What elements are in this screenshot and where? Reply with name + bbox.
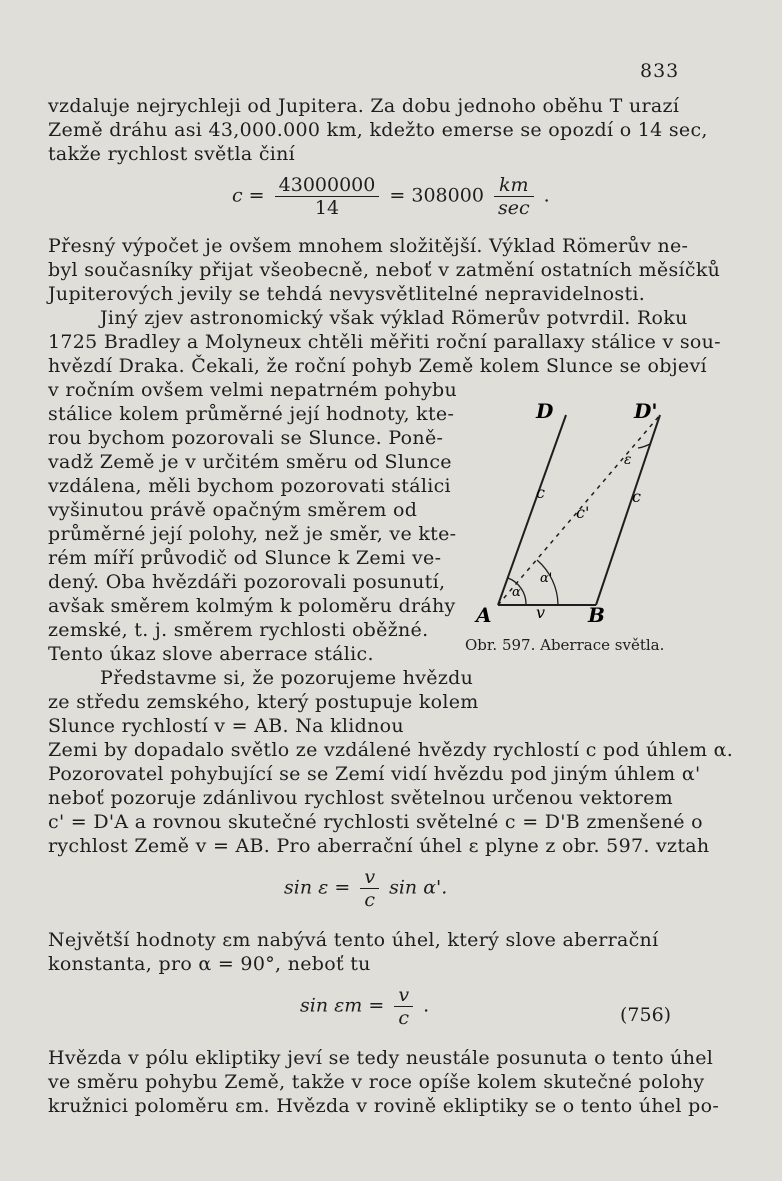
text-line: rychlost Země v = AB. Pro aberrační úhel ε plyne z obr. 597. vztah: [48, 835, 710, 857]
eq1-denominator: 14: [314, 197, 340, 219]
label-alpha: α: [512, 585, 521, 600]
figure-caption: Obr. 597. Aberrace světla.: [465, 636, 665, 654]
text-line: v ročním ovšem velmi nepatrném pohybu: [48, 379, 458, 401]
text-line: c' = D'A a rovnou skutečné rychlosti světelné c = D'B zmenšené o: [48, 811, 703, 833]
text-line: rém míří průvodič od Slunce k Zemi ve-: [48, 547, 442, 569]
eq1-unit: [494, 174, 534, 219]
eq3-denominator: c: [398, 1007, 410, 1029]
text-line: Největší hodnoty εm nabývá tento úhel, který slove aberrační: [48, 929, 659, 951]
eq2-rhs: sin α'.: [389, 876, 448, 899]
equation-sin-epsilon: [284, 866, 447, 911]
text-line: Hvězda v pólu ekliptiky jeví se tedy neustále posunuta o tento úhel: [48, 1047, 714, 1069]
text-line: rou bychom pozorovali se Slunce. Poně-: [48, 427, 444, 449]
text-line: Přesný výpočet je ovšem mnohem složitější. Výklad Römerův ne-: [48, 235, 689, 257]
eq1-unit-num: km: [494, 174, 534, 197]
label-D-prime: D': [634, 400, 658, 423]
text-line: byl současníky přijat všeobecně, neboť v zatmění ostatních měsíčků: [48, 259, 721, 281]
text-line: kružnici poloměru εm. Hvězda v rovině ekliptiky se o tento úhel po-: [48, 1095, 720, 1117]
eq1-unit-den: sec: [497, 197, 530, 219]
eq1-end: .: [543, 184, 550, 207]
text-line: průměrné její polohy, než je směr, ve kte-: [48, 523, 457, 545]
text-line: vzdaluje nejrychleji od Jupitera. Za dobu jednoho oběhu T urazí: [48, 95, 680, 117]
vector-c-right: [596, 415, 660, 605]
label-c-left: c: [536, 483, 545, 502]
eq3-fraction: [394, 984, 413, 1029]
text-line: takže rychlost světla činí: [48, 143, 296, 165]
text-line: ze středu zemského, který postupuje kolem: [48, 691, 479, 713]
text-line: Jiný zjev astronomický však výklad Römerův potvrdil. Roku: [100, 307, 688, 329]
equation-number: (756): [620, 1004, 672, 1026]
text-line: Zemi by dopadalo světlo ze vzdálené hvězdy rychlostí c pod úhlem α.: [48, 739, 734, 761]
text-line: vyšinutou právě opačným směrem od: [48, 499, 418, 521]
label-c-prime: c': [576, 503, 590, 522]
aberration-figure: [474, 400, 674, 630]
text-line: vadž Země je v určitém směru od Slunce: [48, 451, 452, 473]
text-line: stálice kolem průměrné její hodnoty, kte-: [48, 403, 455, 425]
eq3-numerator: v: [394, 984, 413, 1007]
label-epsilon: ε: [624, 452, 632, 468]
text-line: zemské, t. j. směrem rychlosti oběžné.: [48, 619, 429, 641]
label-B: B: [588, 603, 605, 627]
equation-speed-of-light: [232, 174, 550, 219]
text-line: ve směru pohybu Země, takže v roce opíše kolem skutečné polohy: [48, 1071, 705, 1093]
eq1-fraction: [275, 174, 380, 219]
vector-c-left: [498, 415, 566, 605]
text-line: Slunce rychlostí v = AB. Na klidnou: [48, 715, 404, 737]
text-line: Země dráhu asi 43,000.000 km, kdežto emerse se opozdí o 14 sec,: [48, 119, 708, 141]
eq1-numerator: 43000000: [275, 174, 380, 197]
text-line: Jupiterových jevily se tehdá nevysvětlitelné nepravidelnosti.: [48, 283, 646, 305]
eq3-end: .: [423, 994, 430, 1017]
equation-aberration-constant: [300, 984, 429, 1029]
label-v: v: [536, 603, 546, 622]
text-line: 1725 Bradley a Molyneux chtěli měřiti roční parallaxy stálice v sou-: [48, 331, 721, 353]
eq1-lhs: c =: [232, 184, 265, 207]
eq2-lhs: sin ε =: [284, 876, 351, 899]
text-line: Představme si, že pozorujeme hvězdu: [100, 667, 474, 689]
text-line: vzdálena, měli bychom pozorovati stálici: [48, 475, 451, 497]
text-line: hvězdí Draka. Čekali, že roční pohyb Země kolem Slunce se objeví: [48, 355, 707, 377]
eq2-numerator: v: [360, 866, 379, 889]
label-A: A: [476, 603, 492, 627]
text-line: Tento úkaz slove aberrace stálic.: [48, 643, 374, 665]
text-line: neboť pozoruje zdánlivou rychlost světelnou určenou vektorem: [48, 787, 673, 809]
eq2-fraction: [360, 866, 379, 911]
text-line: konstanta, pro α = 90°, neboť tu: [48, 953, 371, 975]
eq3-lhs: sin εm =: [300, 994, 385, 1017]
eq1-mid: = 308000: [389, 184, 484, 207]
text-line: dený. Oba hvězdáři pozorovali posunutí,: [48, 571, 446, 593]
label-D: D: [536, 400, 554, 423]
eq2-denominator: c: [364, 889, 375, 911]
text-line: avšak směrem kolmým k poloměru dráhy: [48, 595, 456, 617]
page-number: 833: [640, 60, 680, 82]
label-alpha-prime: α': [540, 571, 553, 586]
text-line: Pozorovatel pohybující se se Zemí vidí hvězdu pod jiným úhlem α': [48, 763, 701, 785]
label-c-right: c: [632, 487, 641, 506]
